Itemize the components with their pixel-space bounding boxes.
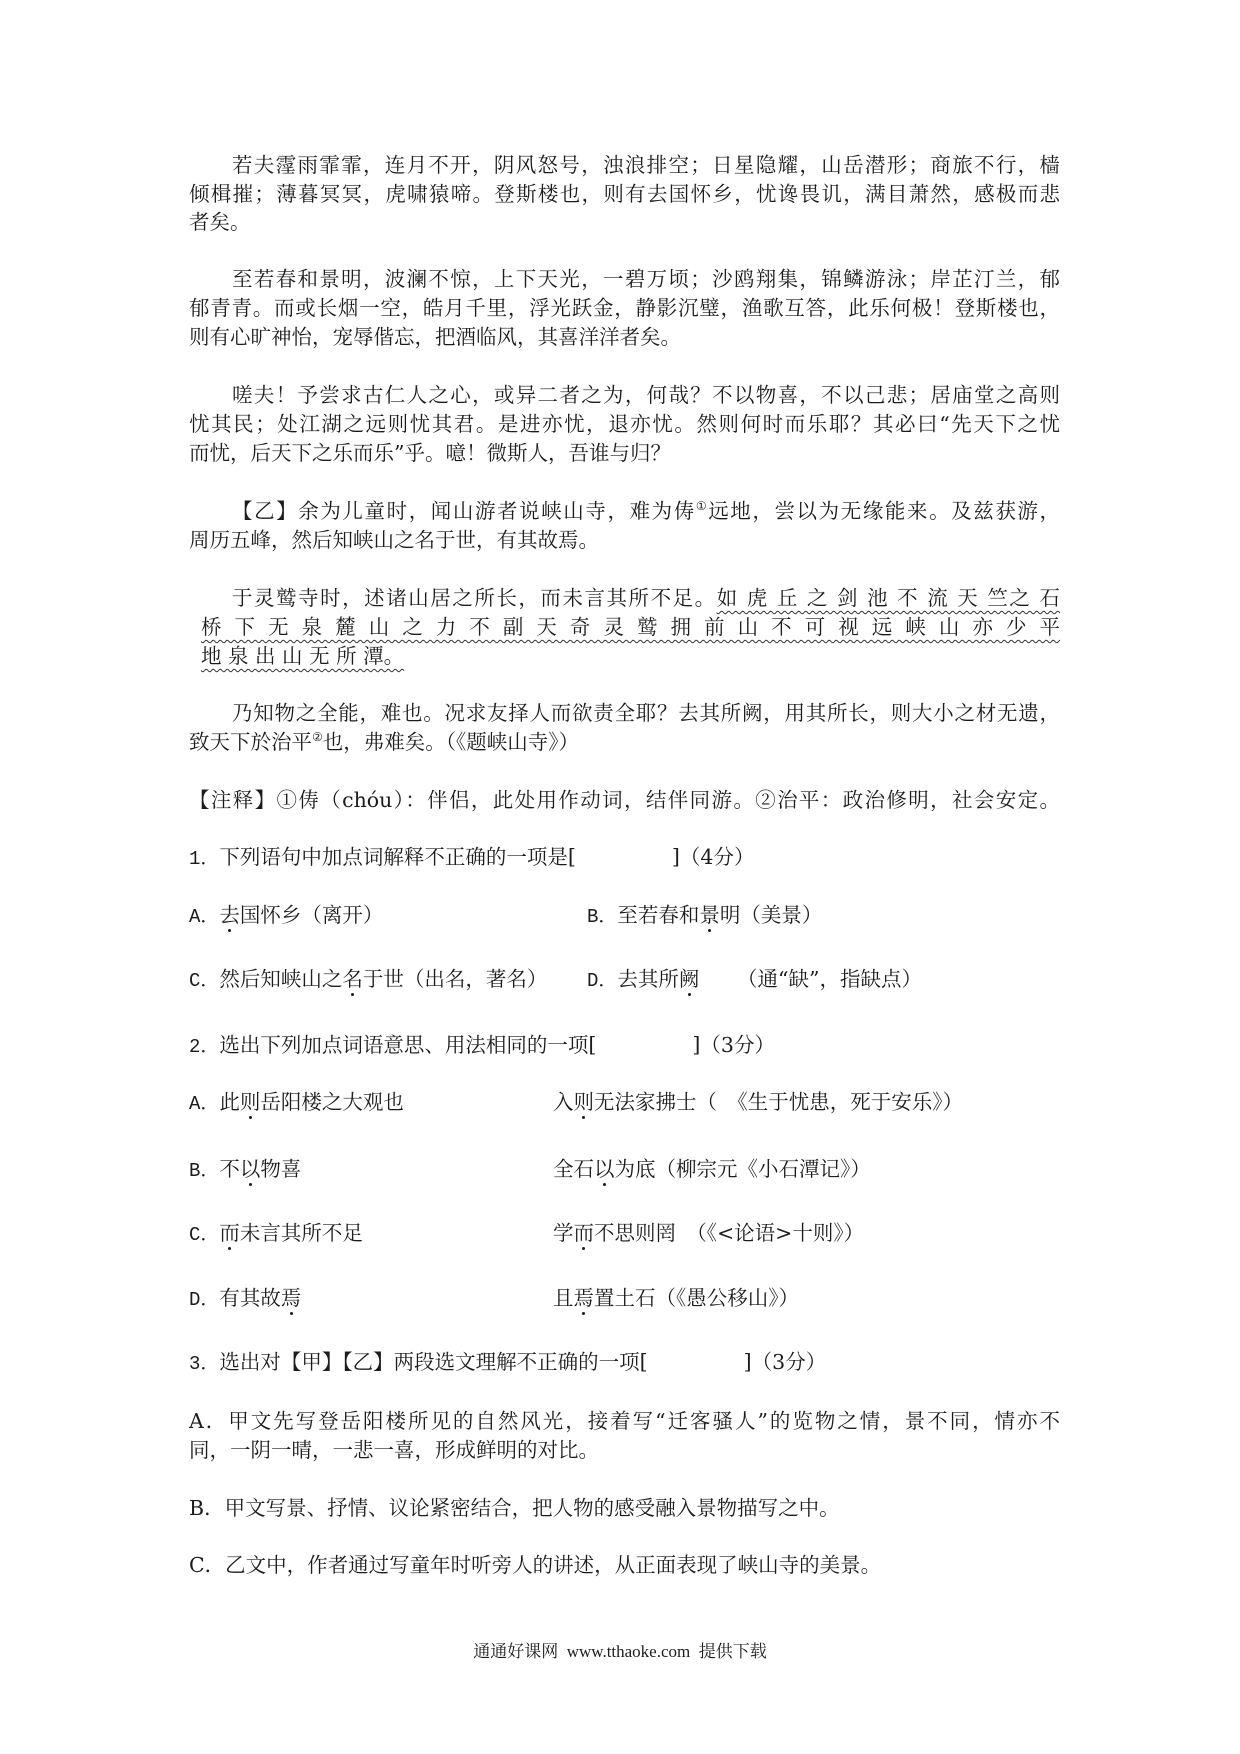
paragraph-5-text: 于灵鹫寺时，述诸山居之所长，而未言其所不足。 <box>232 586 717 610</box>
paragraph-2-line: 则有心旷神怡，宠辱偕忘，把酒临风，其喜洋洋者矣。 <box>189 325 681 349</box>
paragraph-4-line: 周历五峰，然后知峡山之名于世，有其故焉。 <box>189 528 599 552</box>
option-text: 学 <box>553 1221 574 1245</box>
option-a-right <box>553 1088 963 1117</box>
option-text: 不思则罔 （《<论语>十则》） <box>594 1221 865 1245</box>
paragraph-5-line <box>201 613 1060 642</box>
option-c: C．乙文中，作者通过写童年时听旁人的讲述，从正面表现了峡山寺的美景。 <box>189 1553 882 1577</box>
question-text: 选出对【甲】【乙】两段选文理解不正确的一项[ <box>219 1350 648 1374</box>
question-stem <box>189 843 754 872</box>
annotation-note: 【注释】①俦（chóu）：伴侣，此处用作动词，结伴同游。②治平：政治修明，社会安定。 <box>189 788 1060 812</box>
dotted-char: 焉 <box>574 1284 595 1313</box>
option-b-left <box>189 1155 301 1184</box>
question-number: 3． <box>189 1353 220 1375</box>
dotted-char: 而 <box>574 1219 595 1248</box>
paragraph-1-line: 倾楫摧；薄暮冥冥，虎啸猿啼。登斯楼也，则有去国怀乡，忧谗畏讥，满目萧然，感极而悲 <box>189 182 1060 206</box>
question-points: ]（4分） <box>671 845 755 869</box>
wavy-underlined-text: 桥 下 无 泉 麓 山 之 力 不 副 天 奇 灵 鹫 拥 前 山 不 可 视 远 峡 山 亦 少 平 <box>201 615 1060 639</box>
option-b-right <box>553 1155 871 1184</box>
paragraph-1-line: 者矣。 <box>189 210 251 234</box>
option-text: 去其所 <box>617 967 679 991</box>
option-text: 于世（出名，著名） <box>362 967 548 991</box>
option-b <box>587 901 822 930</box>
option-a <box>189 901 383 930</box>
question-points: ]（3分） <box>743 1350 827 1374</box>
paragraph-3-line: 而忧，后天下之乐而乐”乎。噫！微斯人，吾谁与归？ <box>189 441 671 465</box>
paragraph-2-line: 至若春和景明，波澜不惊，上下天光，一碧万顷；沙鸥翔集，锦鳞游泳；岸芷汀兰，郁 <box>232 267 1060 291</box>
option-text: 不 <box>219 1157 240 1181</box>
option-text: 有其故 <box>219 1286 281 1310</box>
footnote-mark-2: ② <box>312 730 323 744</box>
paragraph-2-line: 郁青青。而或长烟一空，皓月千里，浮光跃金，静影沉璧，渔歌互答，此乐何极！登斯楼也， <box>189 296 1060 320</box>
option-text: 全石 <box>553 1157 594 1181</box>
option-text: 岳阳楼之大观也 <box>260 1090 404 1114</box>
dotted-char: 阙 <box>679 965 700 994</box>
option-c <box>189 965 547 994</box>
question-stem <box>189 1031 775 1060</box>
option-label: A． <box>189 906 220 928</box>
option-c-left <box>189 1219 363 1248</box>
option-text: 入 <box>553 1090 574 1114</box>
option-text: 然后知峡山之 <box>219 967 343 991</box>
paragraph-4-line <box>232 497 1060 526</box>
option-d <box>587 965 699 994</box>
question-number: 1． <box>189 848 220 870</box>
option-b: B．甲文写景、抒情、议论紧密结合，把人物的感受融入景物描写之中。 <box>189 1496 840 1520</box>
page-footer: 通通好课网 www.tthaoke.com 提供下载 <box>473 1642 767 1661</box>
paragraph-4-text: 远地，尝以为无缘能来。及兹获游， <box>708 499 1061 523</box>
paragraph-6-text: 也，弗难矣。（《题峡山寺》） <box>322 730 580 754</box>
option-label: C． <box>189 1224 220 1246</box>
dotted-char: 则 <box>574 1088 595 1117</box>
option-text: 置土石（《愚公移山》） <box>594 1286 799 1310</box>
option-text: 至若春和 <box>617 903 700 927</box>
dotted-char: 以 <box>594 1155 615 1184</box>
option-text: 国怀乡（离开） <box>239 903 384 927</box>
option-text: 此 <box>219 1090 240 1114</box>
option-label: D． <box>587 970 618 992</box>
paragraph-6-line <box>189 728 579 757</box>
option-a-continued: 同，一阴一晴，一悲一喜，形成鲜明的对比。 <box>189 1438 599 1462</box>
option-label: D． <box>189 1289 220 1311</box>
option-c-right <box>553 1219 864 1248</box>
option-text: 且 <box>553 1286 574 1310</box>
option-text: 明（美景） <box>719 903 823 927</box>
option-label: A． <box>189 1093 220 1115</box>
question-stem <box>189 1348 826 1377</box>
paragraph-1-line: 若夫霪雨霏霏，连月不开，阴风怒号，浊浪排空；日星隐耀，山岳潜形；商旅不行，樯 <box>232 153 1060 177</box>
question-points: ]（3分） <box>692 1033 775 1057</box>
paragraph-5-line <box>232 584 1060 613</box>
option-d-right <box>553 1284 799 1313</box>
option-d-gloss: （通“缺”，指缺点） <box>737 967 922 991</box>
option-text: 未言其所不足 <box>239 1221 363 1245</box>
question-text: 选出下列加点词语意思、用法相同的一项[ <box>219 1033 597 1057</box>
wavy-underlined-text: 如 虎 丘 之 剑 池 不 流 天 竺之 石 <box>716 586 1060 610</box>
option-text: 为底（柳宗元《小石潭记》） <box>614 1157 871 1181</box>
question-text: 下列语句中加点词解释不正确的一项是[ <box>219 845 576 869</box>
option-a-left <box>189 1088 404 1117</box>
option-label: B． <box>587 906 618 928</box>
paragraph-6-text: 致天下於治平 <box>189 730 312 754</box>
question-number: 2． <box>189 1036 220 1058</box>
paragraph-4-text: 【乙】余为儿童时，闻山游者说峡山寺，难为俦 <box>232 499 696 523</box>
dotted-char: 焉 <box>281 1284 302 1313</box>
option-text: 无法家拂士（ 《生于忧患，死于安乐》） <box>594 1090 963 1114</box>
dotted-char: 去 <box>219 901 240 930</box>
dotted-char: 以 <box>240 1155 261 1184</box>
wavy-underlined-text: 地 泉 出 山 无 所 潭。 <box>201 644 405 668</box>
dotted-char: 则 <box>240 1088 261 1117</box>
option-label: B． <box>189 1160 220 1182</box>
option-label: C． <box>189 970 220 992</box>
option-d-left <box>189 1284 301 1313</box>
option-text: 物喜 <box>260 1157 302 1181</box>
option-a: A．甲文先写登岳阳楼所见的自然风光，接着写“迁客骚人”的览物之情，景不同，情亦不 <box>189 1409 1060 1433</box>
paragraph-3-line: 忧其民；处江湖之远则忧其君。是进亦忧，退亦忧。然则何时而乐耶？其必曰“先天下之忧 <box>189 412 1060 436</box>
paragraph-3-line: 嗟夫！予尝求古仁人之心，或异二者之为，何哉？不以物喜，不以己悲；居庙堂之高则 <box>232 383 1060 407</box>
footnote-mark-1: ① <box>695 499 709 513</box>
dotted-char: 名 <box>342 965 363 994</box>
dotted-char: 而 <box>219 1219 240 1248</box>
dotted-char: 景 <box>699 901 720 930</box>
paragraph-5-line <box>201 642 404 671</box>
paragraph-6-line: 乃知物之全能，难也。况求友择人而欲责全耶？去其所阙，用其所长，则大小之材无遗， <box>232 701 1060 725</box>
